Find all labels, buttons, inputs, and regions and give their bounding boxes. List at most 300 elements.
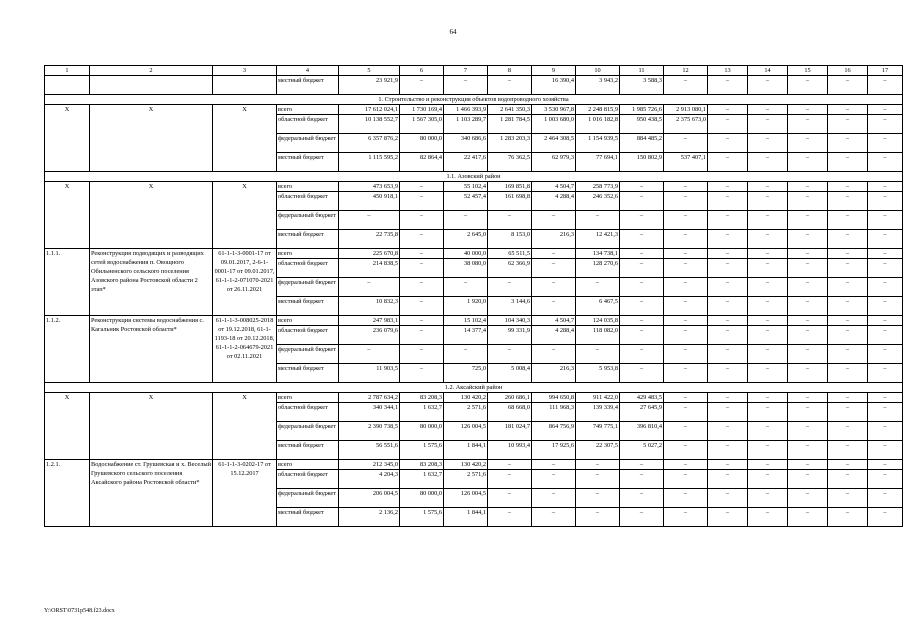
amount-cell: – bbox=[788, 192, 828, 211]
amount-cell: 1 730 169,4 bbox=[400, 105, 444, 115]
amount-cell: – bbox=[664, 364, 708, 383]
amount-cell: – bbox=[788, 105, 828, 115]
table-row bbox=[45, 393, 903, 403]
amount-cell: – bbox=[748, 393, 788, 403]
funding-source-label: областной бюджет bbox=[277, 115, 339, 134]
amount-cell: – bbox=[488, 489, 532, 508]
amount-cell: 62 366,9 bbox=[488, 259, 532, 278]
amount-cell: – bbox=[868, 326, 903, 345]
amount-cell: – bbox=[488, 470, 532, 489]
amount-cell: – bbox=[400, 326, 444, 345]
amount-cell: – bbox=[748, 115, 788, 134]
amount-cell: 884 485,2 bbox=[620, 134, 664, 153]
table-row bbox=[45, 316, 903, 326]
amount-cell: – bbox=[620, 316, 664, 326]
table-row bbox=[45, 249, 903, 259]
file-path-footer: Y:\ORST\0731p548.f23.docx bbox=[44, 608, 115, 614]
amount-cell: 1 103 289,7 bbox=[444, 115, 488, 134]
column-number: 2 bbox=[90, 66, 213, 76]
amount-cell: 994 650,8 bbox=[532, 393, 576, 403]
amount-cell: – bbox=[400, 297, 444, 316]
amount-cell: – bbox=[828, 326, 868, 345]
funding-source-label: местный бюджет bbox=[277, 364, 339, 383]
amount-cell: – bbox=[532, 489, 576, 508]
amount-cell: – bbox=[532, 297, 576, 316]
amount-cell: 5 953,8 bbox=[576, 364, 620, 383]
column-number: 14 bbox=[748, 66, 788, 76]
amount-cell: 27 645,9 bbox=[620, 403, 664, 422]
item-name: Х bbox=[90, 393, 213, 460]
amount-cell: – bbox=[788, 134, 828, 153]
funding-source-label: федеральный бюджет bbox=[277, 489, 339, 508]
amount-cell: – bbox=[828, 115, 868, 134]
amount-cell: – bbox=[620, 259, 664, 278]
amount-cell: – bbox=[400, 249, 444, 259]
column-number-row bbox=[45, 66, 903, 76]
amount-cell: 4 204,3 bbox=[339, 470, 400, 489]
amount-cell: – bbox=[788, 259, 828, 278]
amount-cell: 5 027,2 bbox=[620, 441, 664, 460]
amount-cell: – bbox=[788, 278, 828, 297]
amount-cell: – bbox=[868, 441, 903, 460]
funding-source-label: областной бюджет bbox=[277, 403, 339, 422]
amount-cell: 1 844,1 bbox=[444, 508, 488, 527]
funding-source-label: областной бюджет bbox=[277, 326, 339, 345]
amount-cell: – bbox=[828, 105, 868, 115]
amount-cell: – bbox=[748, 470, 788, 489]
amount-cell: – bbox=[576, 211, 620, 230]
amount-cell: – bbox=[708, 297, 748, 316]
amount-cell: – bbox=[400, 230, 444, 249]
amount-cell: – bbox=[708, 489, 748, 508]
amount-cell: – bbox=[620, 470, 664, 489]
amount-cell: 150 802,9 bbox=[620, 153, 664, 172]
amount-cell: – bbox=[664, 278, 708, 297]
item-number: Х bbox=[45, 393, 90, 460]
funding-source-label: областной бюджет bbox=[277, 192, 339, 211]
amount-cell: 76 362,5 bbox=[488, 153, 532, 172]
amount-cell: 1 575,6 bbox=[400, 441, 444, 460]
item-registration: Х bbox=[213, 105, 277, 172]
amount-cell: 126 004,5 bbox=[444, 489, 488, 508]
amount-cell: 247 983,1 bbox=[339, 316, 400, 326]
amount-cell: – bbox=[620, 192, 664, 211]
amount-cell: – bbox=[708, 249, 748, 259]
amount-cell: 4 504,7 bbox=[532, 182, 576, 192]
amount-cell: – bbox=[828, 153, 868, 172]
item-name: Х bbox=[90, 105, 213, 172]
amount-cell: – bbox=[400, 192, 444, 211]
amount-cell: – bbox=[868, 364, 903, 383]
amount-cell: 169 851,8 bbox=[488, 182, 532, 192]
amount-cell: 5 008,4 bbox=[488, 364, 532, 383]
amount-cell: 80 000,0 bbox=[400, 422, 444, 441]
amount-cell: – bbox=[664, 316, 708, 326]
section-title-row bbox=[45, 172, 903, 182]
amount-cell: 10 832,3 bbox=[339, 297, 400, 316]
amount-cell: – bbox=[664, 326, 708, 345]
amount-cell: – bbox=[664, 345, 708, 364]
amount-cell: – bbox=[748, 441, 788, 460]
amount-cell: – bbox=[828, 192, 868, 211]
amount-cell: 181 024,7 bbox=[488, 422, 532, 441]
section-title: 1. Строительство и реконструкция объектов водопроводного хозяйства bbox=[45, 95, 903, 105]
funding-source-label: местный бюджет bbox=[277, 441, 339, 460]
empty-cell bbox=[213, 76, 277, 95]
item-number: 1.1.2. bbox=[45, 316, 90, 383]
item-number: Х bbox=[45, 182, 90, 249]
column-number: 1 bbox=[45, 66, 90, 76]
amount-cell: – bbox=[788, 364, 828, 383]
item-number: 1.2.1. bbox=[45, 460, 90, 527]
amount-cell: – bbox=[868, 297, 903, 316]
amount-cell: – bbox=[488, 76, 532, 95]
funding-source-label: местный бюджет bbox=[277, 230, 339, 249]
amount-cell: – bbox=[788, 345, 828, 364]
amount-cell: – bbox=[708, 182, 748, 192]
amount-cell: 17 612 024,1 bbox=[339, 105, 400, 115]
amount-cell: – bbox=[532, 460, 576, 470]
amount-cell: – bbox=[400, 259, 444, 278]
amount-cell: – bbox=[828, 460, 868, 470]
amount-cell: – bbox=[788, 422, 828, 441]
amount-cell: – bbox=[788, 326, 828, 345]
amount-cell: – bbox=[620, 297, 664, 316]
amount-cell: 80 000,0 bbox=[400, 134, 444, 153]
amount-cell: – bbox=[576, 508, 620, 527]
funding-source-label: всего bbox=[277, 393, 339, 403]
amount-cell: 22 307,5 bbox=[576, 441, 620, 460]
column-number: 5 bbox=[339, 66, 400, 76]
amount-cell: – bbox=[828, 393, 868, 403]
amount-cell: – bbox=[708, 115, 748, 134]
amount-cell: 161 698,8 bbox=[488, 192, 532, 211]
amount-cell: 725,0 bbox=[444, 364, 488, 383]
amount-cell: – bbox=[664, 508, 708, 527]
amount-cell: – bbox=[828, 278, 868, 297]
amount-cell: – bbox=[828, 422, 868, 441]
amount-cell: – bbox=[748, 326, 788, 345]
amount-cell: – bbox=[788, 153, 828, 172]
amount-cell: – bbox=[708, 134, 748, 153]
amount-cell: 396 810,4 bbox=[620, 422, 664, 441]
amount-cell: – bbox=[708, 364, 748, 383]
amount-cell: 10 138 552,7 bbox=[339, 115, 400, 134]
amount-cell: 2 787 634,2 bbox=[339, 393, 400, 403]
amount-cell: 537 407,1 bbox=[664, 153, 708, 172]
amount-cell: 225 670,8 bbox=[339, 249, 400, 259]
amount-cell: – bbox=[868, 316, 903, 326]
amount-cell: 124 035,8 bbox=[576, 316, 620, 326]
amount-cell: – bbox=[868, 105, 903, 115]
amount-cell: – bbox=[828, 403, 868, 422]
amount-cell: – bbox=[708, 345, 748, 364]
amount-cell: – bbox=[748, 297, 788, 316]
amount-cell: – bbox=[488, 345, 532, 364]
amount-cell: – bbox=[868, 489, 903, 508]
amount-cell: 14 377,4 bbox=[444, 326, 488, 345]
amount-cell: – bbox=[788, 297, 828, 316]
amount-cell: – bbox=[748, 211, 788, 230]
amount-cell: – bbox=[708, 192, 748, 211]
amount-cell: 950 438,5 bbox=[620, 115, 664, 134]
section-title-row bbox=[45, 383, 903, 393]
amount-cell: – bbox=[664, 297, 708, 316]
item-name: Реконструкция подводящих и разводящих сетей водоснабжения п. Овощного Обильненского сельского поселения Азовского района Ростовской области 2 этап* bbox=[90, 249, 213, 316]
amount-cell: – bbox=[748, 403, 788, 422]
amount-cell: – bbox=[748, 192, 788, 211]
funding-source-label: федеральный бюджет bbox=[277, 211, 339, 230]
amount-cell: – bbox=[828, 297, 868, 316]
amount-cell: – bbox=[788, 460, 828, 470]
amount-cell: – bbox=[868, 508, 903, 527]
funding-source-label: областной бюджет bbox=[277, 470, 339, 489]
amount-cell: – bbox=[868, 470, 903, 489]
amount-cell: 1 632,7 bbox=[400, 403, 444, 422]
amount-cell: – bbox=[748, 182, 788, 192]
amount-cell: – bbox=[708, 211, 748, 230]
amount-cell: – bbox=[868, 230, 903, 249]
amount-cell: – bbox=[868, 345, 903, 364]
item-registration: Х bbox=[213, 393, 277, 460]
amount-cell: – bbox=[868, 460, 903, 470]
amount-cell: – bbox=[788, 316, 828, 326]
amount-cell: 1 632,7 bbox=[400, 470, 444, 489]
column-number: 17 bbox=[868, 66, 903, 76]
amount-cell: – bbox=[708, 470, 748, 489]
amount-cell: 473 653,9 bbox=[339, 182, 400, 192]
amount-cell: – bbox=[828, 470, 868, 489]
amount-cell: – bbox=[400, 211, 444, 230]
amount-cell: – bbox=[788, 470, 828, 489]
amount-cell: – bbox=[488, 508, 532, 527]
column-number: 6 bbox=[400, 66, 444, 76]
amount-cell: – bbox=[620, 211, 664, 230]
amount-cell: 65 511,5 bbox=[488, 249, 532, 259]
column-number: 15 bbox=[788, 66, 828, 76]
amount-cell: – bbox=[620, 508, 664, 527]
amount-cell: 126 004,5 bbox=[444, 422, 488, 441]
amount-cell: 2 390 738,5 bbox=[339, 422, 400, 441]
amount-cell: – bbox=[664, 489, 708, 508]
amount-cell: 212 345,0 bbox=[339, 460, 400, 470]
section-title-row bbox=[45, 95, 903, 105]
amount-cell: 2 913 080,1 bbox=[664, 105, 708, 115]
amount-cell: 429 483,5 bbox=[620, 393, 664, 403]
amount-cell: – bbox=[620, 364, 664, 383]
amount-cell: – bbox=[748, 134, 788, 153]
amount-cell: – bbox=[868, 153, 903, 172]
amount-cell: – bbox=[828, 76, 868, 95]
amount-cell: 749 775,1 bbox=[576, 422, 620, 441]
amount-cell: – bbox=[620, 230, 664, 249]
funding-source-label: всего bbox=[277, 105, 339, 115]
amount-cell: – bbox=[339, 278, 400, 297]
item-name: Водоснабжение ст. Грушевская и х. Веселый Грушевского сельского поселения Аксайского района Ростовской области* bbox=[90, 460, 213, 527]
amount-cell: – bbox=[708, 230, 748, 249]
amount-cell: 3 144,6 bbox=[488, 297, 532, 316]
amount-cell: 214 838,5 bbox=[339, 259, 400, 278]
amount-cell: 134 738,1 bbox=[576, 249, 620, 259]
column-number: 7 bbox=[444, 66, 488, 76]
funding-source-label: местный бюджет bbox=[277, 508, 339, 527]
amount-cell: 40 000,0 bbox=[444, 249, 488, 259]
amount-cell: – bbox=[708, 278, 748, 297]
item-name: Реконструкция системы водоснабжения с. Кагальник Ростовской области* bbox=[90, 316, 213, 383]
amount-cell: 864 756,9 bbox=[532, 422, 576, 441]
item-number: Х bbox=[45, 105, 90, 172]
amount-cell: 3 530 967,8 bbox=[532, 105, 576, 115]
funding-source-label: всего bbox=[277, 460, 339, 470]
amount-cell: 2 571,6 bbox=[444, 403, 488, 422]
amount-cell: – bbox=[400, 345, 444, 364]
amount-cell: – bbox=[708, 316, 748, 326]
amount-cell: – bbox=[788, 230, 828, 249]
funding-source-label: местный бюджет bbox=[277, 153, 339, 172]
amount-cell: – bbox=[748, 345, 788, 364]
amount-cell: 1 466 393,9 bbox=[444, 105, 488, 115]
column-number: 16 bbox=[828, 66, 868, 76]
amount-cell: – bbox=[488, 460, 532, 470]
column-number: 3 bbox=[213, 66, 277, 76]
column-number: 13 bbox=[708, 66, 748, 76]
amount-cell: – bbox=[748, 278, 788, 297]
amount-cell: – bbox=[576, 470, 620, 489]
amount-cell: – bbox=[664, 460, 708, 470]
amount-cell: – bbox=[664, 470, 708, 489]
amount-cell: – bbox=[708, 259, 748, 278]
amount-cell: – bbox=[532, 259, 576, 278]
funding-source-label: местный бюджет bbox=[277, 297, 339, 316]
column-number: 11 bbox=[620, 66, 664, 76]
amount-cell: – bbox=[828, 230, 868, 249]
amount-cell: 3 943,2 bbox=[576, 76, 620, 95]
section-title: 1.1. Азовский район bbox=[45, 172, 903, 182]
amount-cell: – bbox=[708, 460, 748, 470]
amount-cell: – bbox=[748, 105, 788, 115]
amount-cell: 1 154 939,5 bbox=[576, 134, 620, 153]
amount-cell: 1 567 305,0 bbox=[400, 115, 444, 134]
page-number: 64 bbox=[449, 28, 457, 36]
item-name: Х bbox=[90, 182, 213, 249]
amount-cell: – bbox=[828, 364, 868, 383]
amount-cell: 15 102,4 bbox=[444, 316, 488, 326]
amount-cell: – bbox=[788, 403, 828, 422]
amount-cell: – bbox=[708, 105, 748, 115]
amount-cell: 2 641 350,3 bbox=[488, 105, 532, 115]
amount-cell: 82 864,4 bbox=[400, 153, 444, 172]
amount-cell: 1 016 182,8 bbox=[576, 115, 620, 134]
amount-cell: 340 686,6 bbox=[444, 134, 488, 153]
amount-cell: 104 340,3 bbox=[488, 316, 532, 326]
column-number: 10 bbox=[576, 66, 620, 76]
amount-cell: – bbox=[664, 249, 708, 259]
amount-cell: 4 288,4 bbox=[532, 326, 576, 345]
amount-cell: – bbox=[788, 115, 828, 134]
funding-source-label: федеральный бюджет bbox=[277, 422, 339, 441]
amount-cell: 83 208,3 bbox=[400, 460, 444, 470]
amount-cell: – bbox=[664, 441, 708, 460]
column-number: 4 bbox=[277, 66, 339, 76]
funding-source-label: федеральный бюджет bbox=[277, 345, 339, 364]
amount-cell: 1 281 784,5 bbox=[488, 115, 532, 134]
amount-cell: 2 136,2 bbox=[339, 508, 400, 527]
amount-cell: – bbox=[828, 249, 868, 259]
amount-cell: – bbox=[748, 422, 788, 441]
amount-cell: 118 082,0 bbox=[576, 326, 620, 345]
amount-cell: 62 979,3 bbox=[532, 153, 576, 172]
amount-cell: – bbox=[400, 316, 444, 326]
item-registration: 61-1-1-3-008025-2018 от 19.12.2018, 61-1-1193-18 от 20.12.2018, 61-1-1-2-064679-2021 от 02.11.2021 bbox=[213, 316, 277, 383]
amount-cell: – bbox=[620, 182, 664, 192]
amount-cell: – bbox=[532, 211, 576, 230]
amount-cell: – bbox=[620, 326, 664, 345]
amount-cell: – bbox=[532, 345, 576, 364]
amount-cell: 216,3 bbox=[532, 364, 576, 383]
amount-cell: 3 588,3 bbox=[620, 76, 664, 95]
amount-cell: – bbox=[828, 345, 868, 364]
amount-cell: – bbox=[788, 508, 828, 527]
amount-cell: – bbox=[868, 134, 903, 153]
amount-cell: 12 421,3 bbox=[576, 230, 620, 249]
amount-cell: – bbox=[748, 249, 788, 259]
amount-cell: – bbox=[708, 326, 748, 345]
amount-cell: – bbox=[828, 182, 868, 192]
amount-cell: 1 115 595,2 bbox=[339, 153, 400, 172]
amount-cell: – bbox=[828, 489, 868, 508]
amount-cell: – bbox=[339, 345, 400, 364]
amount-cell: 206 004,5 bbox=[339, 489, 400, 508]
amount-cell: – bbox=[664, 182, 708, 192]
item-registration: 61-1-1-3-0001-17 от 09.01.2017, 2-6-1-0001-17 от 09.01.2017, 61-1-1-2-071070-2021 от 26.11.2021 bbox=[213, 249, 277, 316]
amount-cell: 23 921,9 bbox=[339, 76, 400, 95]
amount-cell: – bbox=[708, 393, 748, 403]
amount-cell: – bbox=[748, 259, 788, 278]
amount-cell: – bbox=[664, 259, 708, 278]
amount-cell: 68 668,0 bbox=[488, 403, 532, 422]
amount-cell: – bbox=[576, 489, 620, 508]
amount-cell: – bbox=[748, 316, 788, 326]
item-registration: Х bbox=[213, 182, 277, 249]
amount-cell: – bbox=[664, 403, 708, 422]
funding-source-label: всего bbox=[277, 316, 339, 326]
amount-cell: – bbox=[664, 393, 708, 403]
amount-cell: 6 357 876,2 bbox=[339, 134, 400, 153]
amount-cell: 139 339,4 bbox=[576, 403, 620, 422]
amount-cell: – bbox=[828, 316, 868, 326]
amount-cell: – bbox=[400, 278, 444, 297]
column-number: 9 bbox=[532, 66, 576, 76]
amount-cell: – bbox=[444, 345, 488, 364]
amount-cell: 2 645,0 bbox=[444, 230, 488, 249]
amount-cell: 1 575,6 bbox=[400, 508, 444, 527]
amount-cell: – bbox=[868, 115, 903, 134]
amount-cell: 236 079,6 bbox=[339, 326, 400, 345]
amount-cell: – bbox=[532, 470, 576, 489]
amount-cell: – bbox=[828, 441, 868, 460]
amount-cell: 8 153,0 bbox=[488, 230, 532, 249]
amount-cell: – bbox=[748, 153, 788, 172]
amount-cell: – bbox=[828, 259, 868, 278]
amount-cell: – bbox=[788, 249, 828, 259]
amount-cell: – bbox=[748, 364, 788, 383]
amount-cell: 4 288,4 bbox=[532, 192, 576, 211]
amount-cell: – bbox=[664, 422, 708, 441]
table-row bbox=[45, 105, 903, 115]
amount-cell: 56 551,6 bbox=[339, 441, 400, 460]
funding-source-label: федеральный бюджет bbox=[277, 278, 339, 297]
amount-cell: 55 102,4 bbox=[444, 182, 488, 192]
